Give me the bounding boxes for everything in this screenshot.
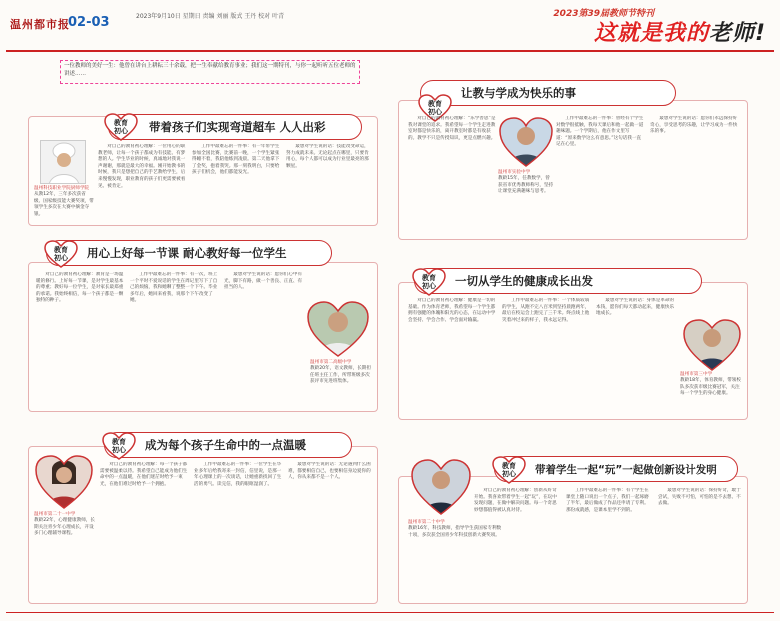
article-3-col-1-text: 对自己的教育初心理解：教育是一场温暖的修行。上好每一节课，是对学生最基本的尊重；教好每一位学生，是对家长最郑重的承诺。我始终相信，每一个孩子都是一颗独特的种子。 [36, 272, 124, 304]
badge-line-1: 教育 [428, 100, 442, 108]
article-3-headline-text: 用心上好每一节课 耐心教好每一位学生 [87, 246, 287, 260]
article-5-badge [102, 432, 136, 460]
article-5-col-2 [194, 462, 282, 598]
article-2-col-3-text: 最想对学生说的话：愿你们永远保持好奇心，享受思考的乐趣，让学习成为一件快乐的事。 [650, 116, 738, 135]
teacher-2-caption [498, 170, 554, 196]
article-5-col-1 [100, 462, 188, 598]
teacher-6-photo [410, 458, 472, 520]
article-1-col-3 [286, 144, 372, 222]
teacher-1-caption-body: 从教12年，三年多次获省级、国家级技能大赛奖项，带领学生多次在大赛中摘金夺银。 [34, 192, 94, 217]
article-3-headline [46, 240, 332, 266]
article-5-headline-text: 成为每个孩子生命中的一点温暖 [145, 438, 306, 452]
article-4-headline-text: 一切从学生的健康成长出发 [455, 274, 593, 288]
teacher-3-caption-title: 温州市第二高级中学 [310, 360, 352, 365]
teacher-2-caption-title: 温州市实验中学 [498, 170, 531, 175]
article-6-col-1-text: 对自己的教育初心理解：创新从好奇开始。我喜欢带着学生一起“玩”，在玩中发现问题，在做中解决问题。每一个奇思妙想都值得被认真对待。 [474, 488, 557, 513]
badge-line-2: 初心 [112, 446, 126, 454]
teacher-portrait-heart-icon [410, 458, 472, 516]
article-2-col-2 [556, 116, 644, 234]
article-6-col-1 [474, 488, 560, 598]
article-2-headline [420, 80, 676, 106]
article-4-col-3 [596, 298, 676, 414]
article-1-col-3-text: 最想对学生说的话：技能改变命运，努力成就未来。无论起点在哪里，只要肯用心，每个人都可以成为行业里最亮的那颗星。 [286, 144, 369, 169]
badge-line-2: 初心 [54, 254, 68, 262]
teacher-3-caption-body: 教龄20年，语文教师，长期担任班主任工作，所带班级多次获评市先进班集体。 [310, 366, 371, 385]
badge-line-2: 初心 [422, 282, 436, 290]
article-1-headline [108, 114, 362, 140]
teacher-1-photo [40, 140, 86, 184]
article-1-col-1-text: 对自己的教育初心理解：一位用心的职教老师，让每一个孩子都成为有技能、有梦想的人。学生毕业的时候，真诚地对我说一声谢谢，那就是最大的幸福。刚开始教书的时候，我只是想把自己的手艺教给学生，后来慢慢发现，职业教育的孩子们更需要被看见、被肯定。 [98, 144, 186, 189]
article-4-col-1-text: 对自己的教育初心理解：健康是一切的基础。作为体育老师，我希望每一个学生都拥有强健的体魄和阳光的心态，在运动中学会坚持、学会合作、学会面对输赢。 [408, 298, 496, 323]
badge-line-1: 教育 [114, 119, 128, 127]
article-4-badge [412, 268, 446, 296]
article-6-headline [494, 456, 738, 482]
article-2-col-1 [408, 116, 496, 234]
article-6-col-3-text: 最想对学生说的话：保持好奇，敢于尝试，失败不可怕，可怕的是不去想、不去做。 [658, 488, 741, 507]
paper-name: 温州都市报 [10, 18, 70, 31]
badge-line-2: 初心 [502, 470, 516, 478]
special-title-red: 这就是我的 [593, 21, 709, 46]
article-5-headline [104, 432, 352, 458]
article-1-headline-text: 带着孩子们实现弯道超车 人人出彩 [149, 120, 326, 134]
article-1-col-2-text: 工作中最难忘的一件事：有一年带学生参加全国比赛，比赛前一晚，一个学生紧张得睡不着，我陪他练到凌晨。第二天他拿下了金奖，抱着我哭。那一刻我明白，只要给孩子们机会，他们都能发光。 [192, 144, 280, 176]
badge-line-2: 初心 [428, 108, 442, 116]
teacher-2-photo [498, 116, 554, 172]
badge-line-2: 初心 [114, 127, 128, 135]
article-5-col-3-text: 最想对学生说的话：无论遇到什么困难，都要相信自己，也要相信身边爱你的人，你从来都不是一个人。 [288, 462, 371, 481]
article-3-badge [44, 240, 78, 268]
article-1-col-1 [98, 144, 186, 222]
article-3-col-2-text: 工作中最难忘的一件事：有一次，班上一个平时不爱说话的学生在周记里写下了自己的烦恼，我和她聊了整整一个下午。毕业多年后，她回来看我，说那个下午改变了她。 [130, 272, 218, 304]
masthead [6, 6, 774, 50]
teacher-1-caption-title: 温州科技职业学院厨师学院 [34, 186, 90, 191]
teacher-portrait-heart-icon [682, 318, 742, 372]
teacher-6-caption-title: 温州市第二十中学 [408, 520, 445, 525]
article-4-col-2 [502, 298, 590, 414]
article-2-col-3 [650, 116, 740, 234]
badge-line-1: 教育 [502, 462, 516, 470]
article-5-col-2-text: 工作中最难忘的一件事：一位学生在毕业多年后给我寄来一封信，信里说，是那一年心理课上的一次谈话，让她重新找回了生活的勇气。读完信，我的眼眶湿润了。 [194, 462, 282, 487]
article-6-badge [492, 456, 526, 484]
article-6-col-2-text: 工作中最难忘的一件事：有个学生在课堂上随口说出一个点子，我们一起琢磨了半年，最后做成了作品还申请了专利。那份成就感，是课本里学不到的。 [566, 488, 649, 513]
teacher-6-caption-body: 教龄16年，科技教师，指导学生获国家专利数十项，多次获全国青少年科技创新大赛奖项。 [408, 526, 502, 538]
article-5-col-3 [288, 462, 372, 598]
teacher-portrait-heart-icon [498, 116, 554, 168]
date-line: 2023年9月10日 星期日 责编 刘丽 版式 王丹 校对 叶青 [136, 13, 285, 20]
teacher-5-photo [34, 454, 94, 514]
teacher-5-caption [34, 512, 96, 538]
special-edition-label: 2023第39届教师节特刊 [553, 9, 654, 19]
teacher-5-caption-body: 教龄22年，心理健康教师，长期关注青少年心理成长，开设多门心理辅导课程。 [34, 518, 95, 537]
special-title [594, 16, 766, 47]
badge-line-1: 教育 [112, 438, 126, 446]
teacher-4-caption-body: 教龄18年，体育教师，带领校队多次获市级比赛冠军，关注每一个学生的身心健康。 [680, 378, 741, 397]
teacher-2-caption-body: 教龄15年，任教数学，曾获省市优秀教师称号，坚持让课堂充满趣味与思考。 [498, 176, 554, 195]
intro-text: 一位教师的美好一生：他曾在讲台上耕耘三十余载，把一生奉献给教育事业；我们这一期特刊，与你一起听听五位老师的讲述…… [64, 63, 356, 77]
teacher-4-photo [682, 318, 742, 376]
badge-line-1: 教育 [54, 246, 68, 254]
teacher-4-caption-title: 温州市第三中学 [680, 372, 713, 377]
article-6-headline-text: 带着学生一起“玩”一起做创新设计发明 [535, 463, 717, 476]
teacher-portrait-heart-icon [34, 454, 94, 510]
teacher-4-caption [680, 372, 744, 398]
chef-portrait-icon [41, 141, 86, 184]
article-2-headline-text: 让教与学成为快乐的事 [461, 86, 576, 100]
article-4-headline [414, 268, 702, 294]
article-2-col-2-text: 工作中最难忘的一件事：曾经有个学生对数学很抵触，我每天课后和他一起做一道趣味题。一个学期后，他在作文里写道：“原来数学这么有意思。”这句话我一直记在心里。 [556, 116, 644, 148]
footer-rule [6, 612, 774, 613]
special-title-black: 老师! [708, 21, 766, 46]
teacher-3-caption [310, 360, 372, 386]
article-2-col-1-text: 对自己的教育初心理解：“乐学善思”是我对课堂的追求。我希望每一个学生走进教室时都是快乐的，离开教室时都是有收获的。教学不只是传授知识，更是点燃兴趣。 [408, 116, 496, 141]
teacher-1-caption [34, 186, 94, 218]
teacher-3-photo [306, 300, 370, 362]
badge-line-1: 教育 [422, 274, 436, 282]
teacher-portrait-heart-icon [306, 300, 370, 358]
page-number: 02-03 [68, 15, 110, 30]
article-4-col-3-text: 最想对学生说的话：身体是革命的本钱，愿你们每天都动起来，健康快乐地成长。 [596, 298, 675, 317]
article-1-col-2 [192, 144, 280, 222]
article-3-col-2 [130, 272, 218, 406]
article-3-col-3 [224, 272, 304, 406]
article-3-col-1 [36, 272, 124, 406]
article-6-col-2 [566, 488, 652, 598]
teacher-5-caption-title: 温州市第二十一中学 [34, 512, 76, 517]
article-6-col-3 [658, 488, 742, 598]
header-rule [6, 50, 774, 52]
article-4-col-1 [408, 298, 496, 414]
article-1-badge [104, 113, 138, 141]
article-4-col-2-text: 工作中最难忘的一件事：一个体质较弱的学生，从跑不完八百米到坚持晨跑两年，最后在校运会上跑完了三千米。终点线上他笑着冲过来的样子，我永远记得。 [502, 298, 590, 323]
article-3-col-3-text: 最想对学生说的话：愿你们心中有光，脚下有路，做一个善良、正直、有担当的人。 [224, 272, 303, 291]
article-5-col-1-text: 对自己的教育初心理解：每一个孩子都需要被温柔以待。我希望自己能成为他们生命中的一点温暖，在他们迷茫时给予一束光，在他们难过时给予一个拥抱。 [100, 462, 188, 487]
